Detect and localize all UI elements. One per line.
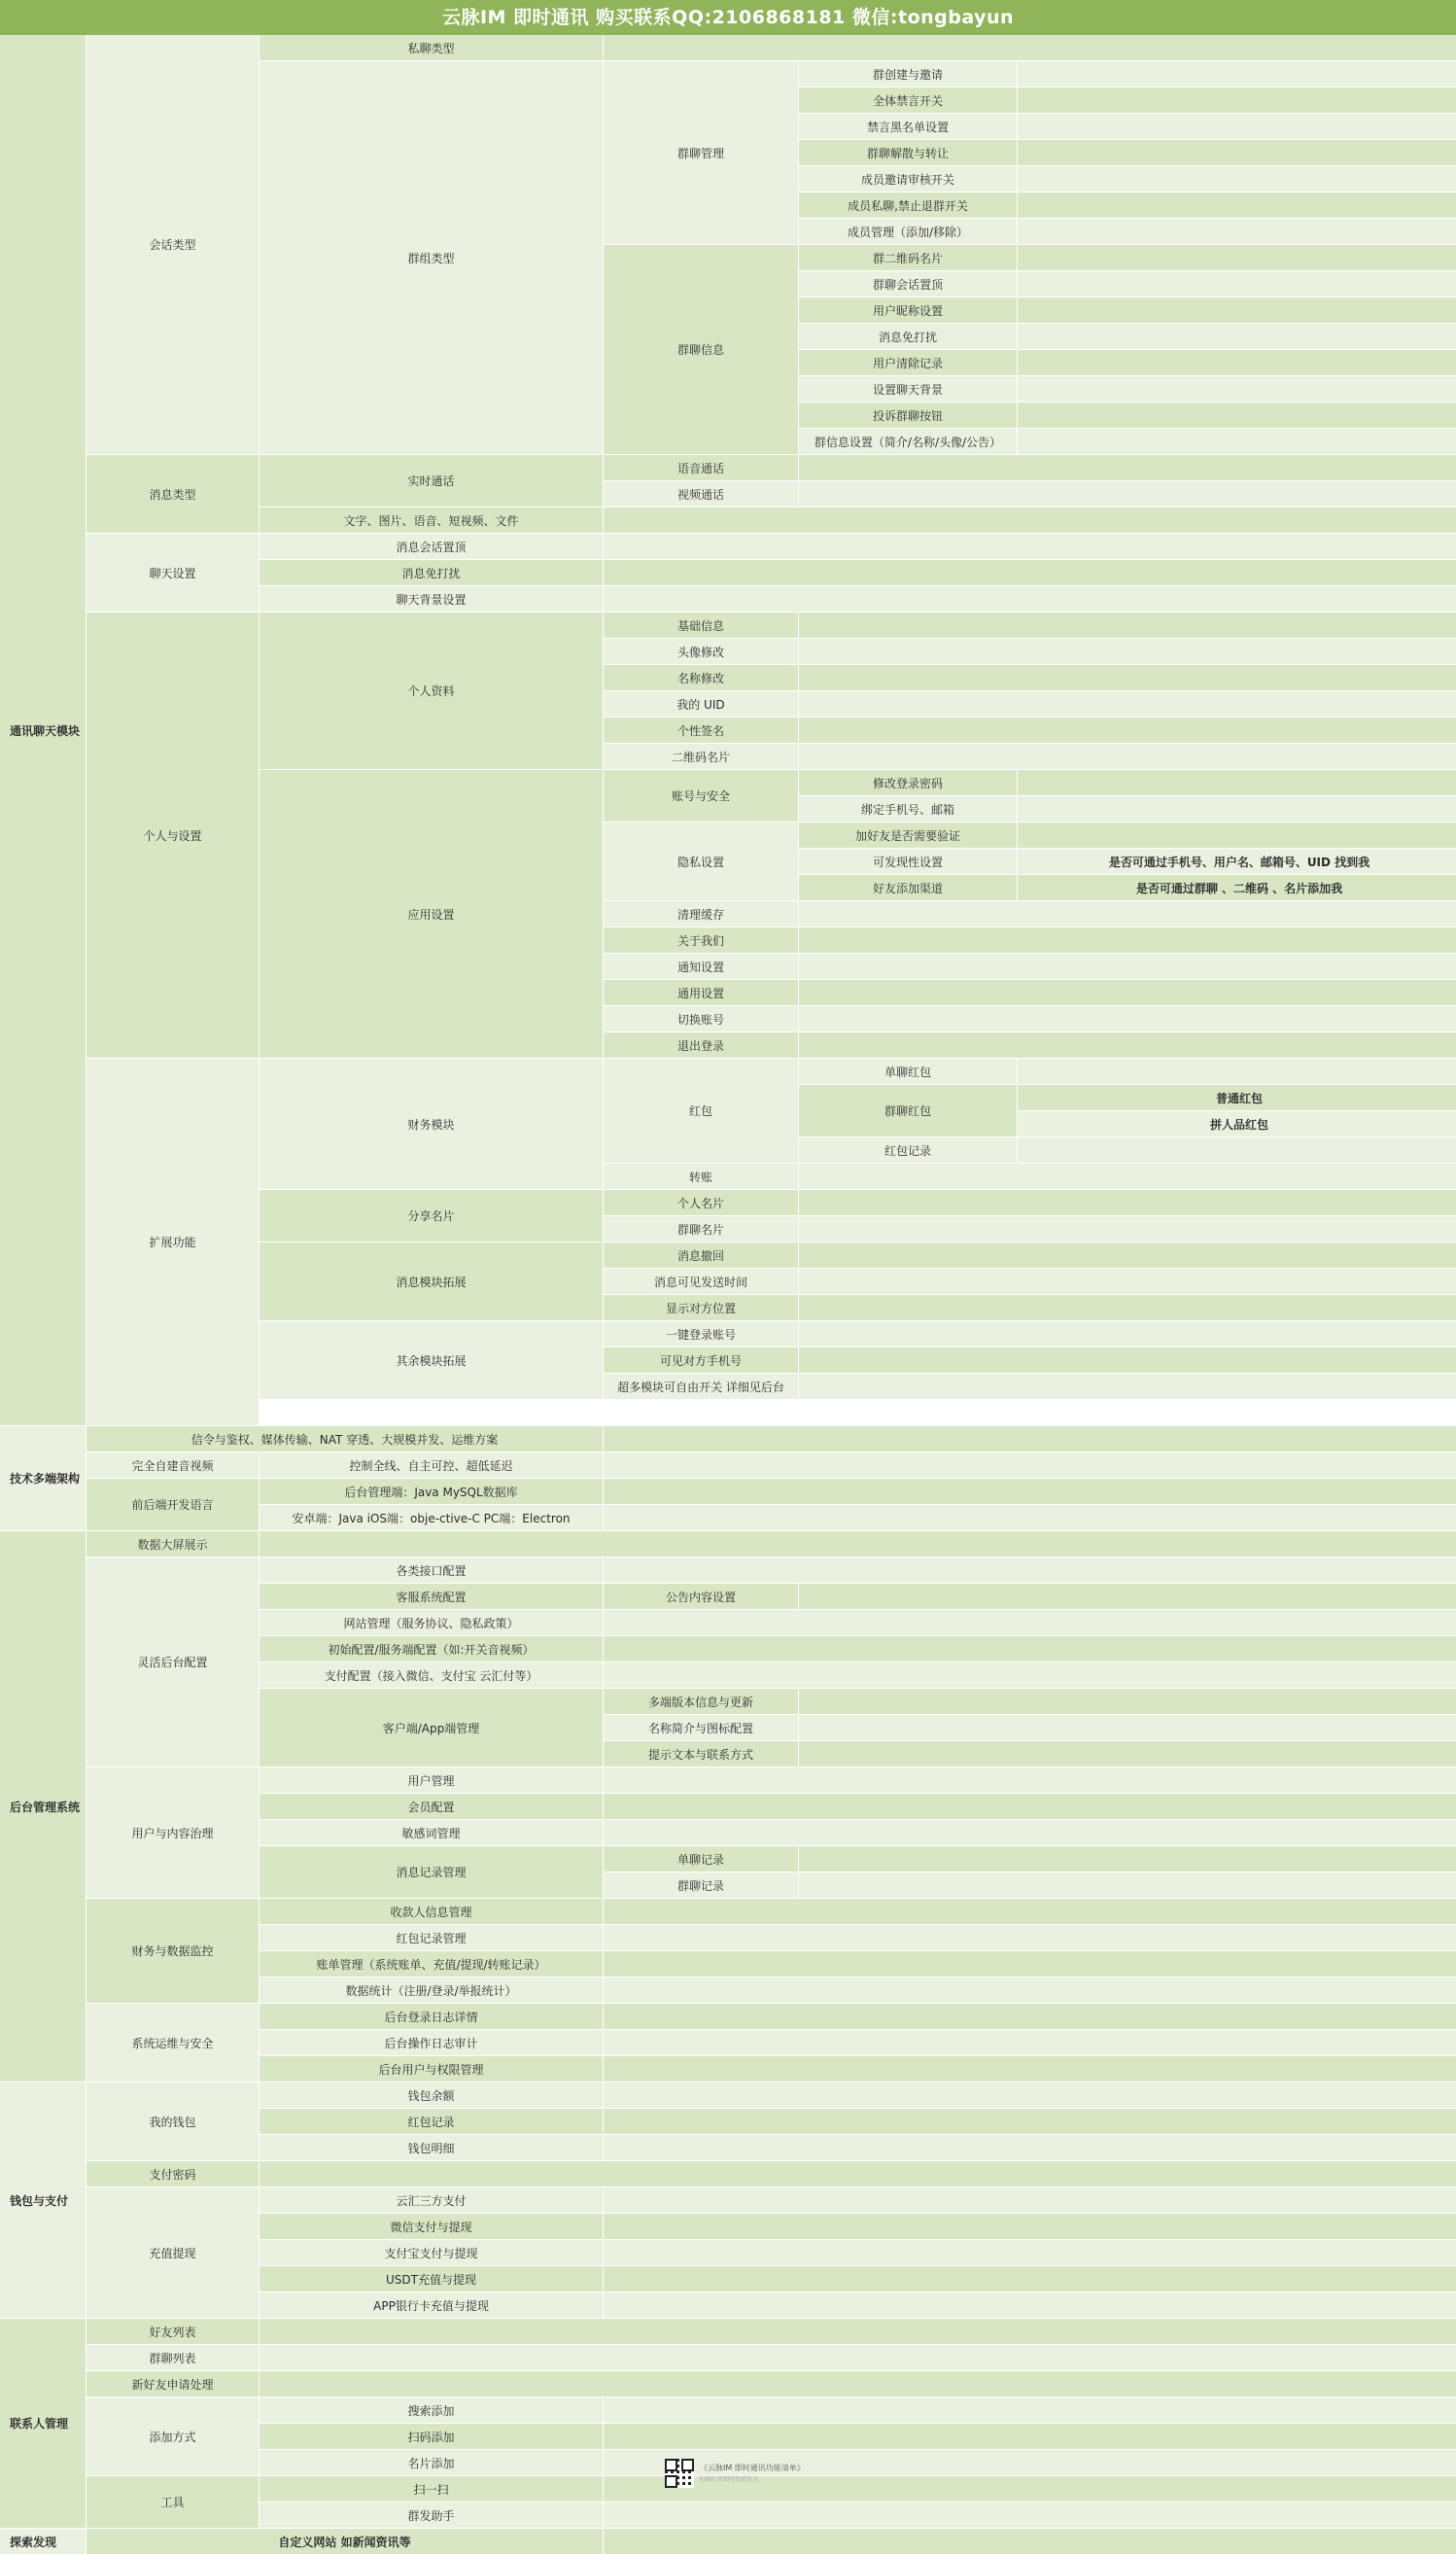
table-cell: 多端版本信息与更新 — [604, 1689, 798, 1714]
table-cell: 联系人管理 — [0, 2319, 86, 2528]
table-cell: 是否可通过手机号、用户名、邮箱号、UID 找到我 — [1018, 849, 1456, 874]
table-cell: 绑定手机号、邮箱 — [799, 796, 1017, 822]
table-cell: 灵活后台配置 — [87, 1557, 259, 1767]
table-cell: 名片添加 — [260, 2450, 603, 2475]
table-cell: 禁言黑名单设置 — [799, 114, 1017, 139]
table-cell: 个性签名 — [604, 717, 798, 743]
empty-cell — [1018, 770, 1456, 795]
table-cell: 钱包余额 — [260, 2082, 603, 2108]
empty-cell — [260, 1531, 1456, 1557]
empty-cell — [1018, 87, 1456, 113]
empty-cell — [799, 1242, 1456, 1268]
empty-cell — [1018, 796, 1456, 822]
table-cell: 添加方式 — [87, 2397, 259, 2475]
empty-cell — [604, 2240, 1456, 2265]
table-cell: 好友列表 — [87, 2319, 259, 2344]
table-cell: 群聊信息 — [604, 245, 798, 454]
table-cell: USDT充值与提现 — [260, 2266, 603, 2292]
empty-cell — [1018, 271, 1456, 297]
empty-cell — [604, 2292, 1456, 2318]
table-cell: 分享名片 — [260, 1190, 603, 1242]
table-cell: 关于我们 — [604, 927, 798, 953]
empty-cell — [1018, 219, 1456, 244]
table-cell: 头像修改 — [604, 639, 798, 664]
table-cell: 超多模块可自由开关 详细见后台 — [604, 1374, 798, 1399]
table-cell: 扫一扫 — [260, 2476, 603, 2502]
empty-cell — [1018, 402, 1456, 428]
empty-cell — [799, 639, 1456, 664]
empty-cell — [799, 1190, 1456, 1215]
empty-cell — [799, 744, 1456, 769]
empty-cell — [604, 2529, 1456, 2554]
empty-cell — [260, 2345, 1456, 2370]
table-cell: 客服系统配置 — [260, 1584, 603, 1609]
empty-cell — [260, 2161, 1456, 2187]
empty-cell — [604, 534, 1456, 559]
empty-cell — [799, 665, 1456, 690]
empty-cell — [1018, 429, 1456, 454]
empty-cell — [799, 1584, 1456, 1609]
table-cell: 投诉群聊按钮 — [799, 402, 1017, 428]
empty-cell — [604, 1794, 1456, 1819]
table-cell: 清理缓存 — [604, 901, 798, 927]
table-cell: 群创建与邀请 — [799, 61, 1017, 87]
table-cell: 语音通话 — [604, 455, 798, 480]
table-cell: 前后端开发语言 — [87, 1479, 259, 1530]
table-cell: 账号与安全 — [604, 770, 798, 822]
empty-cell — [799, 1164, 1456, 1189]
table-cell: 群聊列表 — [87, 2345, 259, 2370]
table-cell: 设置聊天背景 — [799, 376, 1017, 402]
empty-cell — [799, 901, 1456, 927]
table-cell: 单聊记录 — [604, 1846, 798, 1872]
table-cell: 名称修改 — [604, 665, 798, 690]
empty-cell — [604, 1899, 1456, 1924]
empty-cell — [604, 2397, 1456, 2423]
empty-cell — [604, 2004, 1456, 2029]
empty-cell — [604, 1479, 1456, 1504]
table-cell: 通讯聊天模块 — [0, 35, 86, 1425]
table-cell: 公告内容设置 — [604, 1584, 798, 1609]
empty-cell — [799, 455, 1456, 480]
table-cell: 用户清除记录 — [799, 350, 1017, 375]
empty-cell — [604, 2135, 1456, 2160]
footer-subcaption: 扫码打开即可查看官方 — [700, 2476, 759, 2483]
table-cell: 用户昵称设置 — [799, 297, 1017, 323]
table-cell: 好友添加渠道 — [799, 875, 1017, 900]
table-cell: 系统运维与安全 — [87, 2004, 259, 2082]
table-cell: 红包记录 — [260, 2109, 603, 2134]
empty-cell — [799, 1872, 1456, 1898]
table-cell: 会话类型 — [87, 35, 259, 454]
empty-cell — [799, 1846, 1456, 1872]
table-cell: 自定义网站 如新闻资讯等 — [87, 2529, 603, 2554]
table-cell: 群聊管理 — [604, 61, 798, 244]
empty-cell — [799, 1032, 1456, 1058]
table-cell: 切换账号 — [604, 1006, 798, 1032]
table-cell: 转账 — [604, 1164, 798, 1189]
table-cell: 全体禁言开关 — [799, 87, 1017, 113]
table-cell: 通用设置 — [604, 980, 798, 1005]
table-cell: 红包 — [604, 1059, 798, 1163]
table-cell: 退出登录 — [604, 1032, 798, 1058]
empty-cell — [604, 2266, 1456, 2292]
table-cell: 红包记录 — [799, 1137, 1017, 1163]
empty-cell — [604, 2082, 1456, 2108]
table-cell: 扫码添加 — [260, 2424, 603, 2449]
table-cell: 消息记录管理 — [260, 1846, 603, 1898]
table-cell: 提示文本与联系方式 — [604, 1741, 798, 1767]
empty-cell — [604, 35, 1456, 60]
table-cell: 其余模块拓展 — [260, 1321, 603, 1399]
table-cell: 个人名片 — [604, 1190, 798, 1215]
table-cell: 客户端/App端管理 — [260, 1689, 603, 1767]
table-cell: 群聊解散与转让 — [799, 140, 1017, 165]
table-cell: 充值提现 — [87, 2187, 259, 2318]
empty-cell — [799, 1374, 1456, 1399]
table-cell: APP银行卡充值与提现 — [260, 2292, 603, 2318]
table-cell: 后台管理端：Java MySQL数据库 — [260, 1479, 603, 1504]
table-cell: 群二维码名片 — [799, 245, 1017, 270]
empty-cell — [604, 2502, 1456, 2528]
table-cell: 安卓端：Java iOS端：obje-ctive-C PC端：Electron — [260, 1505, 603, 1530]
empty-cell — [799, 1715, 1456, 1740]
footer — [0, 2456, 1456, 2489]
empty-cell — [604, 2056, 1456, 2082]
empty-cell — [799, 1006, 1456, 1032]
table-cell: 后台用户与权限管理 — [260, 2056, 603, 2082]
empty-cell — [799, 1295, 1456, 1320]
table-cell: 个人资料 — [260, 612, 603, 769]
table-cell: 完全自建音视频 — [87, 1452, 259, 1478]
empty-cell — [799, 1689, 1456, 1714]
table-cell: 财务与数据监控 — [87, 1899, 259, 2003]
table-cell: 名称简介与图标配置 — [604, 1715, 798, 1740]
empty-cell — [604, 507, 1456, 533]
table-cell: 成员邀请审核开关 — [799, 166, 1017, 192]
table-cell: 文字、图片、语音、短视频、文件 — [260, 507, 603, 533]
table-cell: 用户与内容治理 — [87, 1767, 259, 1898]
table-cell: 二维码名片 — [604, 744, 798, 769]
empty-cell — [604, 1636, 1456, 1662]
empty-cell — [604, 1820, 1456, 1845]
table-cell: 通知设置 — [604, 954, 798, 979]
table-cell: 控制全线、自主可控、超低延迟 — [260, 1452, 603, 1478]
table-cell: 视频通话 — [604, 481, 798, 507]
empty-cell — [604, 1925, 1456, 1950]
empty-cell — [260, 2319, 1456, 2344]
table-cell: 数据统计（注册/登录/举报统计） — [260, 1977, 603, 2003]
table-cell: 加好友是否需要验证 — [799, 822, 1017, 848]
table-cell: 群聊会话置顶 — [799, 271, 1017, 297]
table-cell: 成员管理（添加/移除） — [799, 219, 1017, 244]
empty-cell — [799, 481, 1456, 507]
qr-code-icon — [665, 2459, 694, 2488]
empty-cell — [1018, 140, 1456, 165]
table-cell: 基础信息 — [604, 612, 798, 638]
page-title: 云脉IM 即时通讯 购买联系QQ:2106868181 微信:tongbayun — [0, 0, 1456, 35]
empty-cell — [604, 560, 1456, 585]
empty-cell — [604, 1610, 1456, 1635]
table-cell: 技术多端架构 — [0, 1426, 86, 1530]
empty-cell — [604, 1767, 1456, 1793]
table-cell: 探索发现 — [0, 2529, 86, 2554]
empty-cell — [1018, 350, 1456, 375]
table-cell: 支付宝支付与提现 — [260, 2240, 603, 2265]
table-cell: 消息会话置顶 — [260, 534, 603, 559]
empty-cell — [604, 1977, 1456, 2003]
empty-cell — [260, 2371, 1456, 2397]
empty-cell — [604, 586, 1456, 612]
empty-cell — [1018, 61, 1456, 87]
table-cell: 后台操作日志审计 — [260, 2030, 603, 2055]
empty-cell — [604, 2030, 1456, 2055]
table-cell: 会员配置 — [260, 1794, 603, 1819]
table-cell: 敏感词管理 — [260, 1820, 603, 1845]
empty-cell — [799, 717, 1456, 743]
table-cell: 拼人品红包 — [1018, 1111, 1456, 1137]
empty-cell — [1018, 822, 1456, 848]
table-cell: 消息免打扰 — [260, 560, 603, 585]
table-cell: 应用设置 — [260, 770, 603, 1058]
empty-cell — [799, 612, 1456, 638]
empty-cell — [799, 1321, 1456, 1347]
table-cell: 成员私聊,禁止退群开关 — [799, 192, 1017, 218]
empty-cell — [799, 980, 1456, 1005]
table-cell: 消息撤回 — [604, 1242, 798, 1268]
table-cell: 群聊红包 — [799, 1085, 1017, 1137]
empty-cell — [799, 1347, 1456, 1373]
table-cell: 是否可通过群聊 、二维码 、名片添加我 — [1018, 875, 1456, 900]
empty-cell — [1018, 192, 1456, 218]
table-cell: 可发现性设置 — [799, 849, 1017, 874]
empty-cell — [799, 1741, 1456, 1767]
table-cell: 信令与鉴权、媒体传输、NAT 穿透、大规模并发、运维方案 — [87, 1426, 603, 1452]
empty-cell — [604, 2424, 1456, 2449]
table-cell: 各类接口配置 — [260, 1557, 603, 1583]
table-cell: 网站管理（服务协议、隐私政策） — [260, 1610, 603, 1635]
table-cell: 后台管理系统 — [0, 1531, 86, 2082]
table-cell: 消息免打扰 — [799, 324, 1017, 349]
empty-cell — [1018, 376, 1456, 402]
empty-cell — [1018, 166, 1456, 192]
table-cell: 群信息设置（简介/名称/头像/公告） — [799, 429, 1017, 454]
empty-cell — [604, 2187, 1456, 2213]
table-cell: 群聊记录 — [604, 1872, 798, 1898]
empty-cell — [799, 954, 1456, 979]
table-cell: 群组类型 — [260, 61, 603, 454]
table-cell: 个人与设置 — [87, 612, 259, 1058]
table-cell: 我的 UID — [604, 691, 798, 717]
table-cell: 支付配置（接入微信、支付宝 云汇付等） — [260, 1662, 603, 1688]
empty-cell — [604, 1557, 1456, 1583]
table-cell: 钱包与支付 — [0, 2082, 86, 2318]
table-cell: 后台登录日志详情 — [260, 2004, 603, 2029]
table-cell: 扩展功能 — [87, 1059, 259, 1425]
empty-cell — [604, 1426, 1456, 1452]
table-cell: 红包记录管理 — [260, 1925, 603, 1950]
table-cell: 消息类型 — [87, 455, 259, 533]
empty-cell — [604, 2214, 1456, 2239]
table-cell: 云汇三方支付 — [260, 2187, 603, 2213]
table-cell: 新好友申请处理 — [87, 2371, 259, 2397]
table-cell: 单聊红包 — [799, 1059, 1017, 1084]
empty-cell — [1018, 1137, 1456, 1163]
table-cell: 微信支付与提现 — [260, 2214, 603, 2239]
empty-cell — [799, 1269, 1456, 1294]
empty-cell — [799, 1216, 1456, 1242]
empty-cell — [604, 1951, 1456, 1977]
footer-caption: 《云脉IM 即时通讯功能清单》 — [700, 2464, 805, 2472]
table-cell: 收款人信息管理 — [260, 1899, 603, 1924]
table-cell: 显示对方位置 — [604, 1295, 798, 1320]
table-cell: 支付密码 — [87, 2161, 259, 2187]
empty-cell — [1018, 245, 1456, 270]
table-cell: 一键登录账号 — [604, 1321, 798, 1347]
table-cell: 数据大屏展示 — [87, 1531, 259, 1557]
table-cell: 钱包明细 — [260, 2135, 603, 2160]
table-cell: 实时通话 — [260, 455, 603, 507]
empty-cell — [1018, 297, 1456, 323]
table-cell: 工具 — [87, 2476, 259, 2528]
table-cell: 隐私设置 — [604, 822, 798, 900]
empty-cell — [1018, 114, 1456, 139]
empty-cell — [799, 691, 1456, 717]
table-cell: 普通红包 — [1018, 1085, 1456, 1110]
table-cell: 搜索添加 — [260, 2397, 603, 2423]
empty-cell — [604, 1452, 1456, 1478]
table-cell: 初始配置/服务端配置（如:开关音视频） — [260, 1636, 603, 1662]
table-cell: 账单管理（系统账单、充值/提现/转账记录） — [260, 1951, 603, 1977]
table-cell: 财务模块 — [260, 1059, 603, 1189]
empty-cell — [604, 2109, 1456, 2134]
table-cell: 用户管理 — [260, 1767, 603, 1793]
empty-cell — [604, 1505, 1456, 1530]
table-cell: 聊天背景设置 — [260, 586, 603, 612]
empty-cell — [1018, 1059, 1456, 1084]
table-cell: 消息模块拓展 — [260, 1242, 603, 1320]
table-cell: 消息可见发送时间 — [604, 1269, 798, 1294]
empty-cell — [604, 1662, 1456, 1688]
table-cell: 可见对方手机号 — [604, 1347, 798, 1373]
empty-cell — [1018, 324, 1456, 349]
table-cell: 群聊名片 — [604, 1216, 798, 1242]
table-cell: 修改登录密码 — [799, 770, 1017, 795]
table-cell: 私聊类型 — [260, 35, 603, 60]
table-cell: 聊天设置 — [87, 534, 259, 612]
empty-cell — [799, 927, 1456, 953]
table-cell: 群发助手 — [260, 2502, 603, 2528]
table-cell: 我的钱包 — [87, 2082, 259, 2160]
